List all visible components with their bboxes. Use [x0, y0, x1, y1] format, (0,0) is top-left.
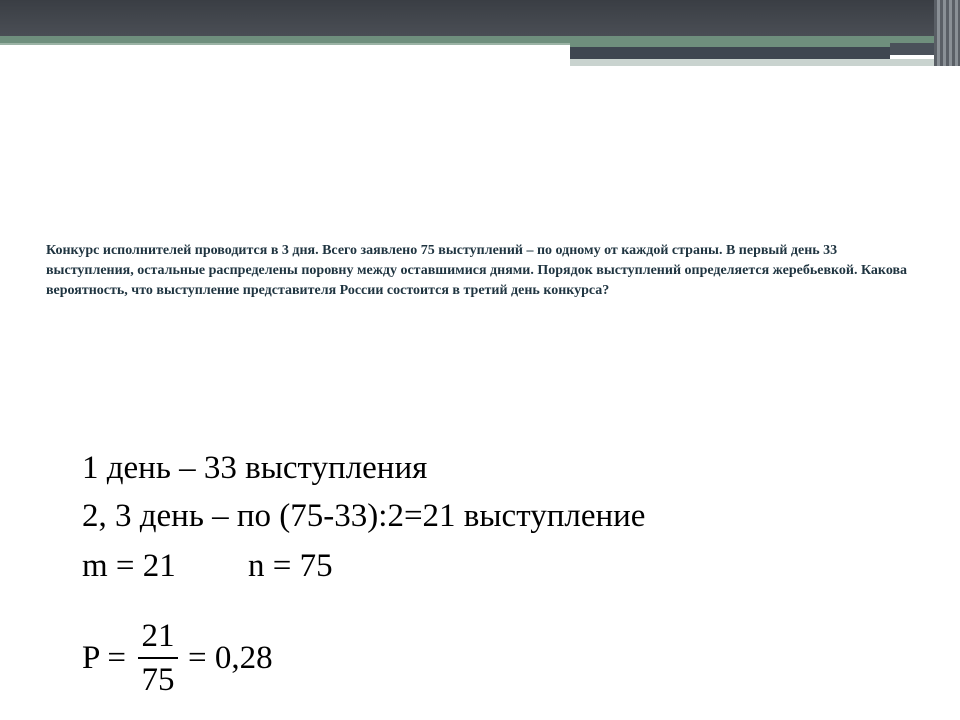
accent-block-light	[570, 59, 950, 66]
accent-block	[570, 43, 890, 59]
solution-line-1: 1 день – 33 выступления	[82, 450, 428, 486]
solution-line-3	[82, 547, 333, 585]
n-value: n = 75	[248, 548, 333, 584]
fraction-denominator: 75	[141, 662, 175, 698]
probability-formula	[82, 612, 273, 704]
accent-line	[0, 36, 960, 43]
p-label: P =	[82, 639, 126, 676]
fraction-bar	[138, 657, 178, 659]
corner-stripes	[934, 0, 960, 66]
accent-line-thin	[0, 43, 570, 45]
solution-line-2: 2, 3 день – по (75-33):2=21 выступление	[82, 498, 646, 534]
header-bar	[0, 0, 960, 36]
fraction	[138, 617, 178, 699]
fraction-numerator: 21	[141, 618, 175, 654]
m-value: m = 21	[82, 548, 176, 584]
result-value: = 0,28	[188, 639, 273, 676]
problem-statement: Конкурс исполнителей проводится в 3 дня. Всего заявлено 75 выступлений – по одному от каждой страны. В первый день 33 выступления, остальные распределены поровну между оставшимися днями. Порядок выступлений определяется жеребьевкой. Какова вероятность, что выступление представителя России состоится в третий день конкурса?	[46, 243, 908, 298]
